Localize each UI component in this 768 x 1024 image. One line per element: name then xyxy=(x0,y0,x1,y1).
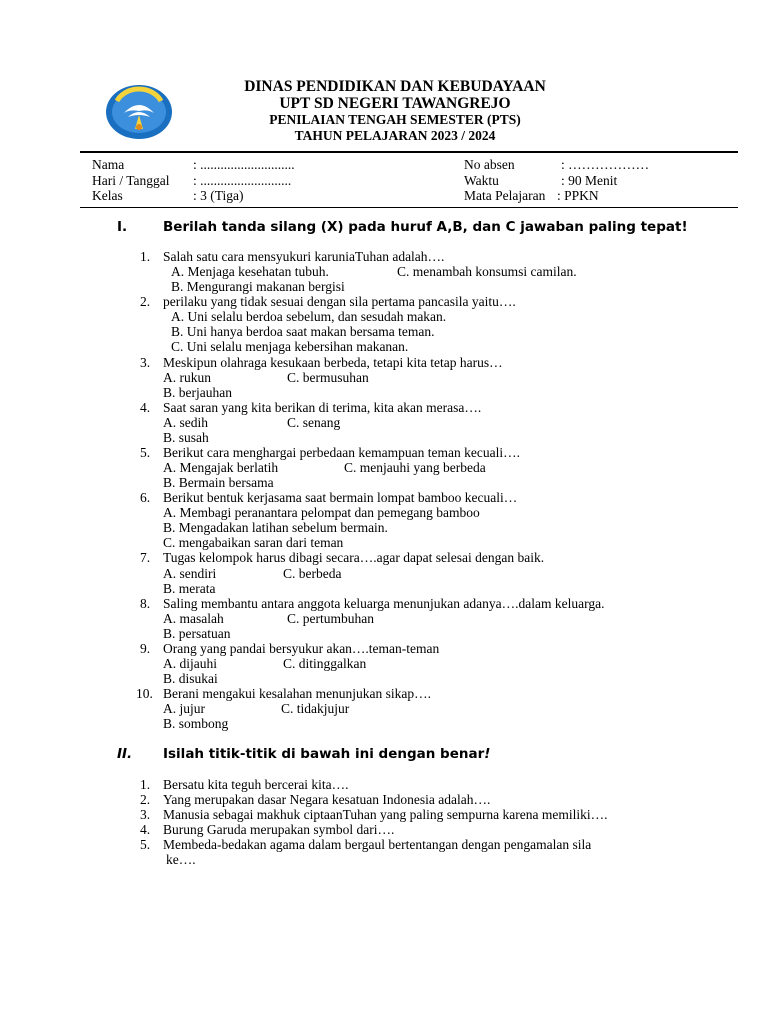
section1-number: I. xyxy=(117,219,128,235)
question-number: 9. xyxy=(140,641,151,656)
option-a[interactable]: A. Menjaga kesehatan tubuh. xyxy=(171,264,329,279)
option-c[interactable]: C. senang xyxy=(287,415,341,430)
question-number: 10. xyxy=(136,686,153,701)
option-a[interactable]: A. jujur xyxy=(163,701,205,716)
info-divider xyxy=(80,207,738,208)
question-number: 1. xyxy=(140,249,151,264)
question-text: Manusia sebagai makhuk ciptaanTuhan yang paling sempurna karena memiliki…. xyxy=(163,807,608,822)
option-a[interactable]: A. dijauhi xyxy=(163,656,217,671)
nama-label: Nama xyxy=(92,157,125,172)
question-number: 8. xyxy=(140,596,151,611)
option-c[interactable]: C. Uni selalu menjaga kebersihan makanan. xyxy=(171,339,409,354)
no-absen-label: No absen xyxy=(464,157,515,172)
question-text: Berani mengakui kesalahan menunjukan sikap…. xyxy=(163,686,432,701)
option-b[interactable]: B. Bermain bersama xyxy=(163,475,274,490)
option-c[interactable]: C. menjauhi yang berbeda xyxy=(344,460,486,475)
agency-title: DINAS PENDIDIKAN DAN KEBUDAYAAN xyxy=(244,78,546,95)
question-number: 3. xyxy=(140,355,151,370)
question-number: 2. xyxy=(140,792,151,807)
question-number: 3. xyxy=(140,807,151,822)
question-number: 5. xyxy=(140,837,151,852)
option-a[interactable]: A. masalah xyxy=(163,611,224,626)
question-text: Salah satu cara mensyukuri karuniaTuhan adalah…. xyxy=(163,249,445,264)
option-a[interactable]: A. sendiri xyxy=(163,566,217,581)
option-b[interactable]: B. susah xyxy=(163,430,209,445)
question-number: 5. xyxy=(140,445,151,460)
option-b[interactable]: B. Mengadakan latihan sebelum bermain. xyxy=(163,520,388,535)
question-text: Berikut bentuk kerjasama saat bermain lompat bamboo kecuali… xyxy=(163,490,518,505)
section2-instruction-excl: ! xyxy=(484,746,491,762)
nama-field[interactable]: : ............................ xyxy=(193,157,295,172)
question-text: Saat saran yang kita berikan di terima, kita akan merasa…. xyxy=(163,400,482,415)
header-divider xyxy=(80,151,738,153)
waktu-value: : 90 Menit xyxy=(561,173,618,188)
option-b[interactable]: B. Uni hanya berdoa saat makan bersama teman. xyxy=(171,324,435,339)
section2-number: II. xyxy=(117,746,133,762)
option-b[interactable]: B. berjauhan xyxy=(163,385,232,400)
question-text: Yang merupakan dasar Negara kesatuan Indonesia adalah…. xyxy=(163,792,491,807)
option-c[interactable]: C. bermusuhan xyxy=(287,370,369,385)
question-number: 1. xyxy=(140,777,151,792)
option-b[interactable]: B. Mengurangi makanan bergisi xyxy=(171,279,345,294)
kelas-value: : 3 (Tiga) xyxy=(193,188,244,203)
question-number: 2. xyxy=(140,294,151,309)
section2-instruction xyxy=(163,746,490,762)
section2-instruction-text: Isilah titik-titik di bawah ini dengan benar xyxy=(163,746,485,762)
mata-pelajaran-label: Mata Pelajaran xyxy=(464,188,546,203)
question-text: Bersatu kita teguh bercerai kita…. xyxy=(163,777,349,792)
option-b[interactable]: B. persatuan xyxy=(163,626,231,641)
option-b[interactable]: B. sombong xyxy=(163,716,229,731)
question-text-continued: ke…. xyxy=(166,852,196,867)
waktu-label: Waktu xyxy=(464,173,499,188)
option-a[interactable]: A. Uni selalu berdoa sebelum, dan sesudah makan. xyxy=(171,309,447,324)
option-c[interactable]: C. pertumbuhan xyxy=(287,611,374,626)
no-absen-field[interactable]: : ……………… xyxy=(561,157,650,172)
question-number: 7. xyxy=(140,550,151,565)
question-text: Burung Garuda merupakan symbol dari…. xyxy=(163,822,395,837)
exam-title: PENILAIAN TENGAH SEMESTER (PTS) xyxy=(269,112,521,127)
option-a[interactable]: A. rukun xyxy=(163,370,211,385)
question-number: 4. xyxy=(140,822,151,837)
question-number: 6. xyxy=(140,490,151,505)
question-text: Saling membantu antara anggota keluarga menunjukan adanya….dalam keluarga. xyxy=(163,596,605,611)
question-text: Tugas kelompok harus dibagi secara….agar dapat selesai dengan baik. xyxy=(163,550,545,565)
option-b[interactable]: B. merata xyxy=(163,581,216,596)
option-b[interactable]: B. disukai xyxy=(163,671,218,686)
hari-tanggal-field[interactable]: : ........................... xyxy=(193,173,292,188)
question-text: Berikut cara menghargai perbedaan kemampuan teman kecuali…. xyxy=(163,445,520,460)
question-number: 4. xyxy=(140,400,151,415)
option-c[interactable]: C. mengabaikan saran dari teman xyxy=(163,535,344,550)
option-c[interactable]: C. menambah konsumsi camilan. xyxy=(397,264,577,279)
question-text: Orang yang pandai bersyukur akan….teman-teman xyxy=(163,641,440,656)
option-c[interactable]: C. tidakjujur xyxy=(281,701,350,716)
section1-instruction: Berilah tanda silang (X) pada huruf A,B, dan C jawaban paling tepat! xyxy=(163,219,688,235)
question-text: perilaku yang tidak sesuai dengan sila pertama pancasila yaitu…. xyxy=(163,294,516,309)
kelas-label: Kelas xyxy=(92,188,123,203)
option-a[interactable]: A. sedih xyxy=(163,415,208,430)
option-a[interactable]: A. Mengajak berlatih xyxy=(163,460,279,475)
question-text: Meskipun olahraga kesukaan berbeda, tetapi kita tetap harus… xyxy=(163,355,503,370)
question-text: Membeda-bedakan agama dalam bergaul bertentangan dengan pengamalan sila xyxy=(163,837,592,852)
school-name: UPT SD NEGERI TAWANGREJO xyxy=(279,95,511,112)
option-c[interactable]: C. ditinggalkan xyxy=(283,656,367,671)
academic-year: TAHUN PELAJARAN 2023 / 2024 xyxy=(294,128,496,143)
option-a[interactable]: A. Membagi peranantara pelompat dan pemegang bamboo xyxy=(163,505,480,520)
option-c[interactable]: C. berbeda xyxy=(283,566,342,581)
mata-pelajaran-value: : PPKN xyxy=(557,188,599,203)
hari-tanggal-label: Hari / Tanggal xyxy=(92,173,170,188)
